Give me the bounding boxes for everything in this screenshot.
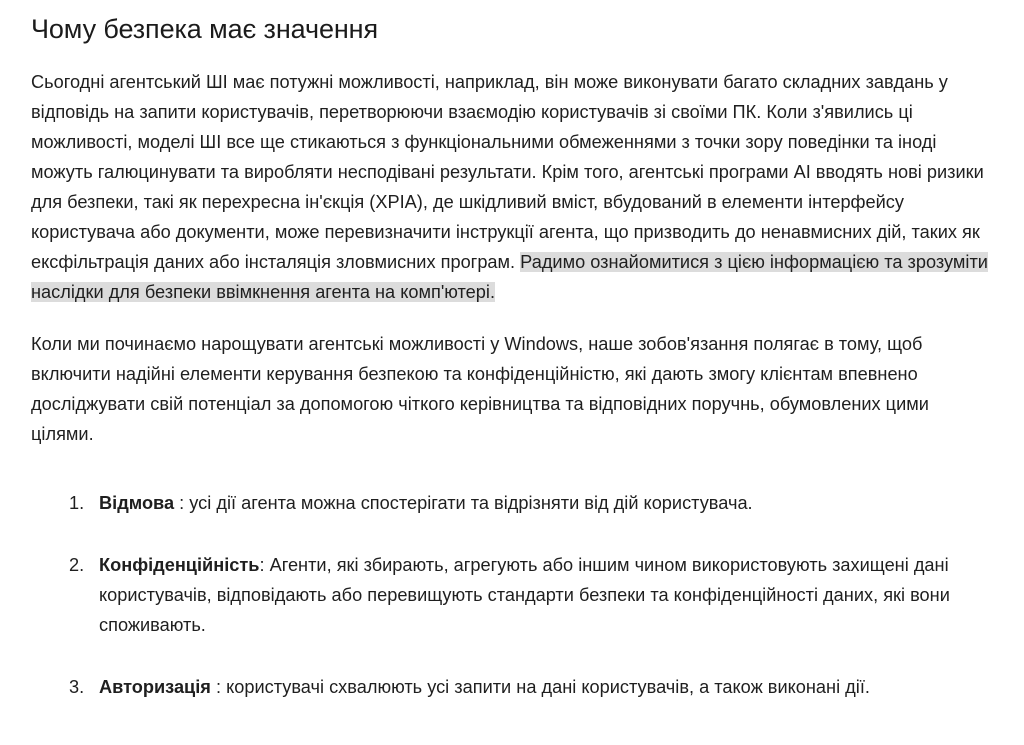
intro-paragraph-text: Сьогодні агентський ШІ має потужні можливості, наприклад, він може виконувати багато складних завдань у відповідь на запити користувачів, перетворюючи взаємодію користувачів зі своїми ПК. Коли з'явились ці можливості, моделі ШІ все ще стикаються з функціональними обмеженнями з точки зору поведінки та іноді можуть галюцинувати та виробляти несподівані результати. Крім того, агентські програми AI вводять нові ризики для безпеки, такі як перехресна ін'єкція (XPIA), де шкідливий вміст, вбудований в елементи інтерфейсу користувача або документи, може перевизначити інструкції агента, що призводить до ненавмисних дій, таких як ексфільтрація даних або інсталяція зловмисних програм. <box>31 72 984 272</box>
commitment-paragraph: Коли ми починаємо нарощувати агентські можливості у Windows, наше зобов'язання полягає в тому, щоб включити надійні елементи керування безпекою та конфіденційністю, які дають змогу клієнтам впевнено досліджувати свій потенціал за допомогою чіткого керівництва та відповідних поручнь, обумовлених цими цілями. <box>31 334 929 444</box>
goal-description: : усі дії агента можна спостерігати та відрізняти від дій користувача. <box>174 493 753 513</box>
goal-term: Конфіденційність <box>99 555 260 575</box>
goal-list-item <box>31 672 994 702</box>
section-heading: Чому безпека має значення <box>31 14 378 44</box>
list-number: 2. <box>69 555 85 575</box>
highlighted-text-selection[interactable]: Радимо ознайомитися з цією інформацією та зрозуміти наслідки для безпеки ввімкнення агента на комп'ютері. <box>31 252 988 302</box>
goal-term: Відмова <box>99 493 175 513</box>
goal-description: : Агенти, які збирають, агрегують або іншим чином використовують захищені дані користувачів, відповідають або перевищують стандарти безпеки та конфіденційності даних, які вони споживають. <box>99 555 950 635</box>
list-number: 1. <box>69 493 85 513</box>
list-number: 3. <box>69 677 85 697</box>
goal-description: : користувачі схвалюють усі запити на дані користувачів, а також виконані дії. <box>210 677 870 697</box>
intro-paragraph <box>31 67 994 307</box>
goal-list-item <box>31 488 994 518</box>
goal-term: Авторизація <box>99 677 211 697</box>
goals-list <box>31 488 994 702</box>
goal-list-item <box>31 550 994 640</box>
